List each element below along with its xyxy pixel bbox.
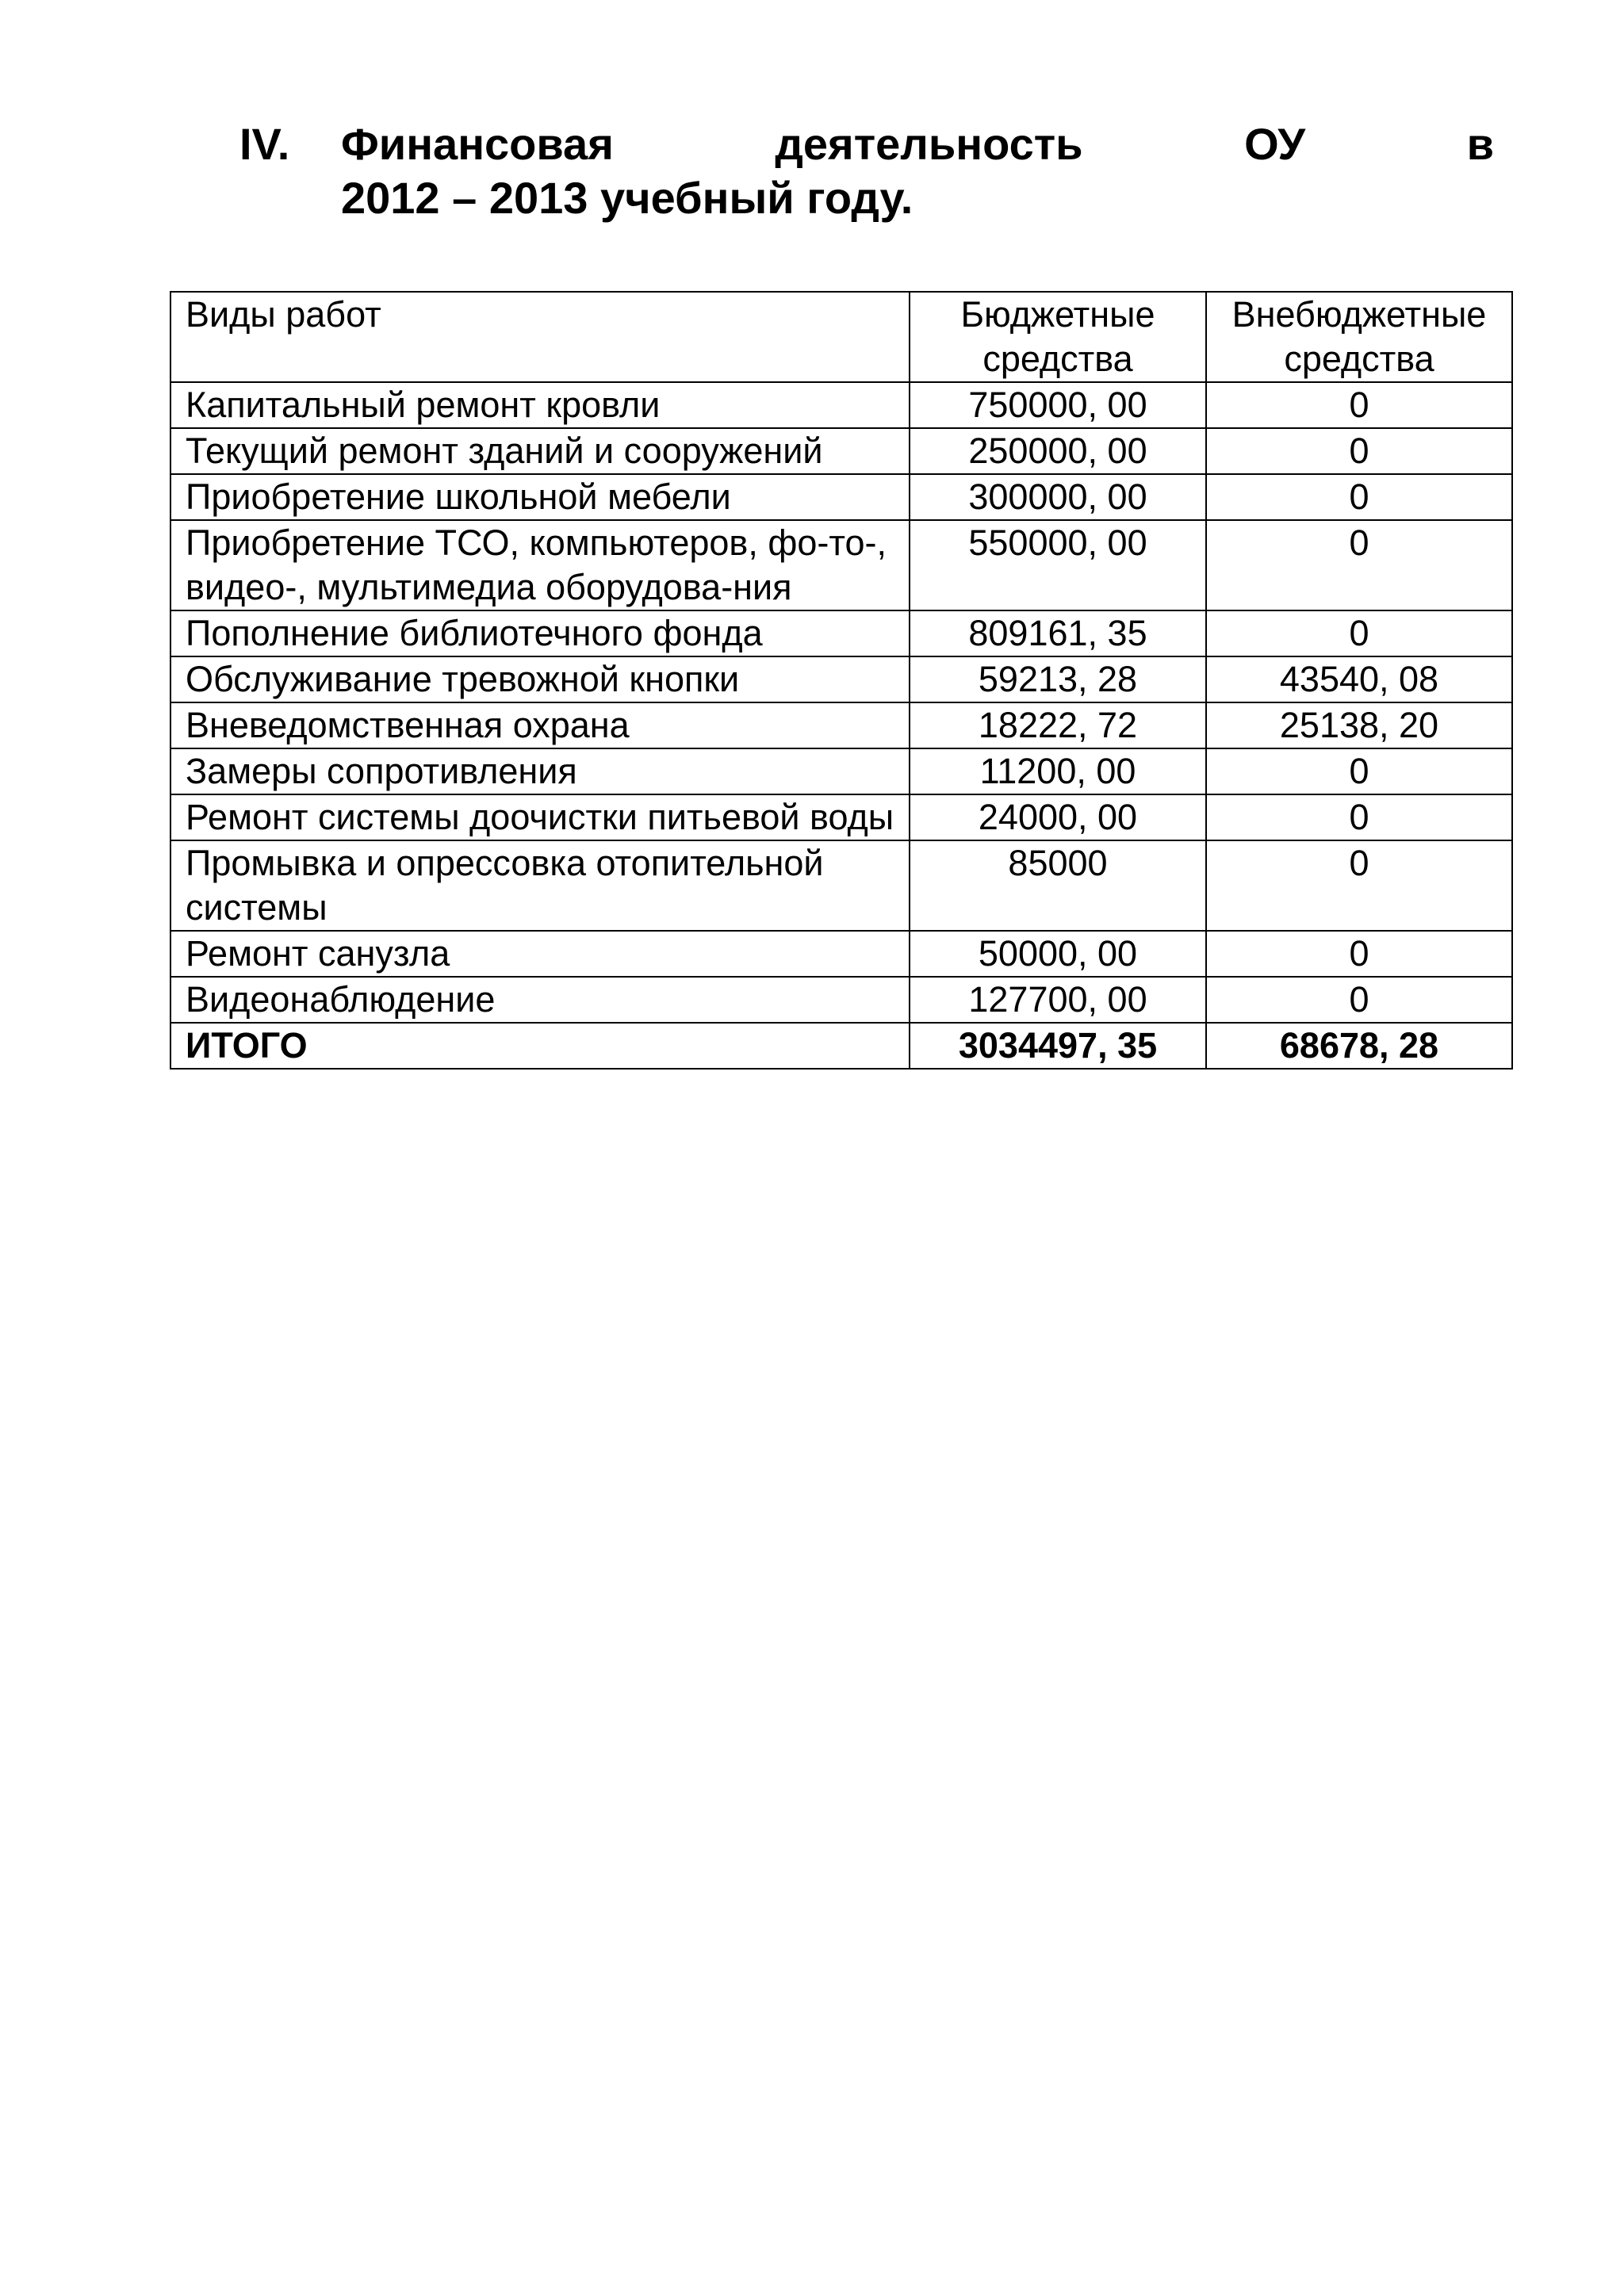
budget-cell: 127700, 00 — [910, 977, 1206, 1023]
table-row — [170, 702, 1512, 748]
table-row — [170, 428, 1512, 474]
budget-cell: 550000, 00 — [910, 520, 1206, 610]
total-extrabudget: 68678, 28 — [1206, 1023, 1512, 1069]
section-title — [341, 117, 1494, 225]
extrabudget-cell: 0 — [1206, 977, 1512, 1023]
extrabudget-cell: 0 — [1206, 931, 1512, 977]
work-type-cell: Ремонт санузла — [170, 931, 910, 977]
header-work-type: Виды работ — [170, 292, 910, 382]
extrabudget-cell: 0 — [1206, 382, 1512, 428]
extrabudget-cell: 0 — [1206, 794, 1512, 840]
total-label: ИТОГО — [170, 1023, 910, 1069]
title-word: ОУ — [1244, 119, 1306, 169]
work-type-cell: Ремонт системы доочистки питьевой воды — [170, 794, 910, 840]
budget-cell: 50000, 00 — [910, 931, 1206, 977]
work-type-cell: Вневедомственная охрана — [170, 702, 910, 748]
extrabudget-cell: 0 — [1206, 748, 1512, 794]
table-row — [170, 840, 1512, 931]
header-budget-funds: Бюджетные средства — [910, 292, 1206, 382]
total-budget: 3034497, 35 — [910, 1023, 1206, 1069]
title-word: в — [1466, 119, 1494, 169]
table-total-row — [170, 1023, 1512, 1069]
extrabudget-cell: 0 — [1206, 610, 1512, 656]
header-extrabudget-funds: Внебюджетные средства — [1206, 292, 1512, 382]
table-row — [170, 794, 1512, 840]
budget-cell: 85000 — [910, 840, 1206, 931]
budget-cell: 250000, 00 — [910, 428, 1206, 474]
work-type-cell: Пополнение библиотечного фонда — [170, 610, 910, 656]
table-row — [170, 474, 1512, 520]
work-type-cell: Капитальный ремонт кровли — [170, 382, 910, 428]
work-type-cell: Видеонаблюдение — [170, 977, 910, 1023]
work-type-cell: Промывка и опрессовка отопительной системы — [170, 840, 910, 931]
budget-cell: 18222, 72 — [910, 702, 1206, 748]
table-row — [170, 977, 1512, 1023]
work-type-cell: Замеры сопротивления — [170, 748, 910, 794]
extrabudget-cell: 0 — [1206, 428, 1512, 474]
work-type-cell: Приобретение школьной мебели — [170, 474, 910, 520]
extrabudget-cell: 0 — [1206, 840, 1512, 931]
work-type-cell: Текущий ремонт зданий и сооружений — [170, 428, 910, 474]
table-row — [170, 520, 1512, 610]
section-title-line-1 — [341, 117, 1494, 171]
title-word: Финансовая — [341, 119, 614, 169]
extrabudget-cell: 43540, 08 — [1206, 656, 1512, 702]
title-word: деятельность — [775, 119, 1083, 169]
table-row — [170, 382, 1512, 428]
table-row — [170, 748, 1512, 794]
table-row — [170, 610, 1512, 656]
table-row — [170, 656, 1512, 702]
budget-cell: 59213, 28 — [910, 656, 1206, 702]
section-number: IV. — [239, 119, 290, 169]
work-type-cell: Приобретение ТСО, компьютеров, фо-то-, видео-, мультимедиа оборудова-ния — [170, 520, 910, 610]
budget-cell: 809161, 35 — [910, 610, 1206, 656]
budget-cell: 750000, 00 — [910, 382, 1206, 428]
extrabudget-cell: 0 — [1206, 520, 1512, 610]
finance-table — [170, 291, 1513, 1070]
budget-cell: 24000, 00 — [910, 794, 1206, 840]
extrabudget-cell: 25138, 20 — [1206, 702, 1512, 748]
budget-cell: 11200, 00 — [910, 748, 1206, 794]
table-header-row — [170, 292, 1512, 382]
table-row — [170, 931, 1512, 977]
section-title-line-2: 2012 – 2013 учебный году. — [341, 173, 914, 223]
extrabudget-cell: 0 — [1206, 474, 1512, 520]
work-type-cell: Обслуживание тревожной кнопки — [170, 656, 910, 702]
budget-cell: 300000, 00 — [910, 474, 1206, 520]
